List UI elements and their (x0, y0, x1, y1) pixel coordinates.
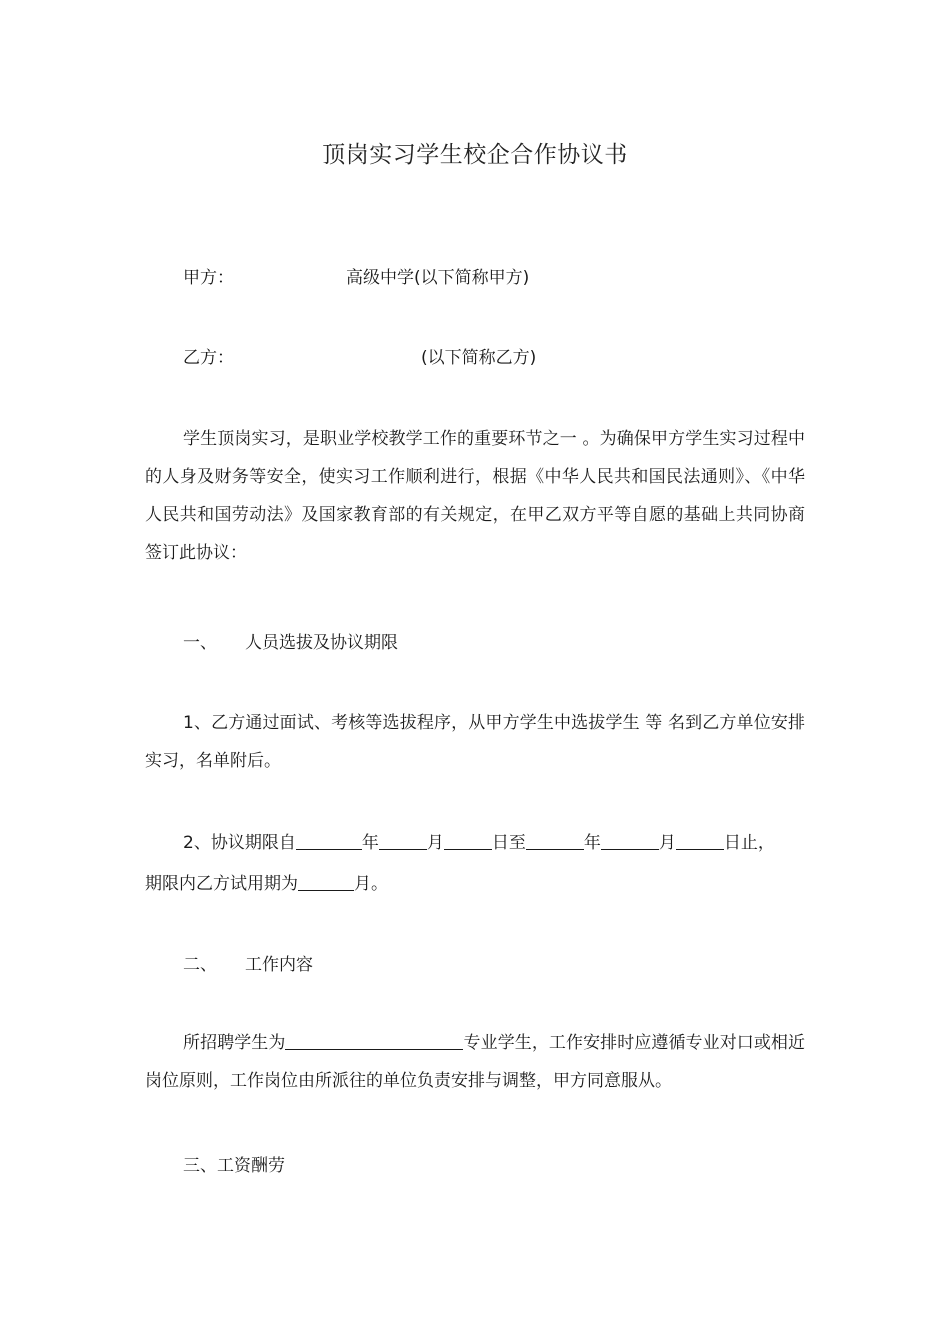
section3-heading: 三、工资酬劳 (183, 1156, 285, 1176)
blank-start-day (444, 831, 492, 850)
item2-prefix: 2、协议期限自 (183, 833, 296, 853)
blank-start-year (296, 831, 362, 850)
item2-trial-suffix: 月。 (354, 874, 388, 894)
section1-heading (183, 623, 398, 663)
section1-item2-line2 (145, 864, 388, 904)
section2-title: 工作内容 (245, 955, 313, 975)
party-b-value: (以下简称乙方) (421, 348, 537, 368)
section1-item2-line1 (183, 823, 775, 863)
item2-month2: 月 (658, 833, 676, 853)
item2-trial-prefix: 期限内乙方试用期为 (145, 874, 298, 894)
item2-end: 日止， (723, 833, 775, 853)
blank-trial-months (298, 872, 354, 891)
blank-major (285, 1031, 463, 1050)
party-a-label: 甲方： (183, 268, 234, 288)
section1-number: 一、 (183, 633, 217, 653)
section1-item1: 1、乙方通过面试、考核等选拔程序，从甲方学生中选拔学生 等 名到乙方单位安排实习，名单附后。 (145, 713, 805, 771)
section1-title: 人员选拔及协议期限 (245, 633, 398, 653)
item2-day1: 日至 (491, 833, 526, 853)
party-b-label: 乙方： (183, 348, 234, 368)
section2-para-prefix: 所招聘学生为 (183, 1033, 286, 1053)
item2-year2: 年 (583, 833, 601, 853)
blank-end-year (526, 831, 584, 850)
intro-paragraph: 学生顶岗实习，是职业学校教学工作的重要环节之一 。为确保甲方学生实习过程中的人身及财务等安全，使实习工作顺利进行，根据《中华人民共和国民法通则》、《中华人民共和国劳动法》及国家教育部的有关规定，在甲乙双方平等自愿的基础上共同协商签订此协议： (145, 429, 805, 563)
blank-end-day (676, 831, 724, 850)
section2-number: 二、 (183, 955, 217, 975)
item2-month1: 月 (426, 833, 444, 853)
section2-heading (183, 945, 313, 985)
blank-start-month (379, 831, 427, 850)
item2-year1: 年 (361, 833, 379, 853)
blank-end-month (601, 831, 659, 850)
section2-paragraph (145, 1024, 805, 1100)
party-a-value: 高级中学(以下简称甲方) (346, 268, 530, 288)
document-title: 顶岗实习学生校企合作协议书 (322, 142, 628, 168)
section2-para-suffix: 专业学生，工作安排时应遵循专业对口或相近岗位原则，工作岗位由所派往的单位负责安排与调整，甲方同意服从。 (145, 1033, 806, 1091)
